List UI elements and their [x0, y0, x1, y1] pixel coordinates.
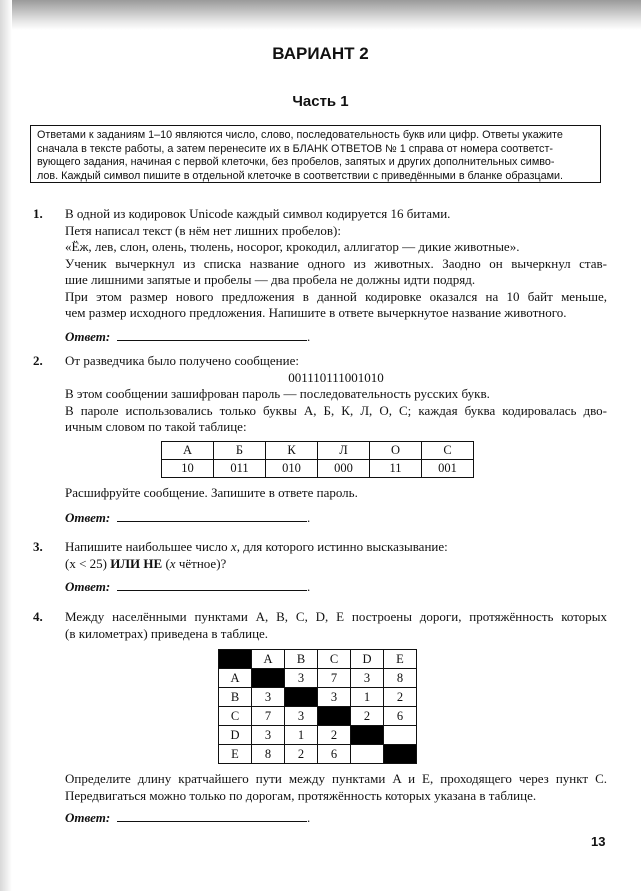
answer-label: Ответ: — [65, 328, 111, 344]
task-text-line: В этом сообщении зашифрован пароль — последовательность русских букв. — [65, 386, 490, 401]
distance-cell: 6 — [318, 745, 351, 764]
distance-cell: 2 — [351, 707, 384, 726]
distance-cell: 8 — [252, 745, 285, 764]
logic-operator: ИЛИ НЕ — [110, 555, 163, 571]
task-text-line — [65, 556, 607, 573]
diagonal-cell — [384, 745, 417, 764]
variant-title: ВАРИАНТ 2 — [272, 44, 369, 63]
task-body-after-table — [65, 485, 607, 526]
answer-row — [65, 510, 607, 526]
answer-field[interactable] — [117, 579, 307, 591]
instructions-line: лов. Каждый символ пишите в отдельной клеточке в соответствии с приведёнными в бланке образцами. — [37, 169, 564, 182]
answer-field[interactable] — [117, 329, 307, 341]
distance-cell: 3 — [351, 669, 384, 688]
instructions-line: Ответами к заданиям 1–10 являются число, слово, последовательность букв или цифр. Ответы укажите — [37, 129, 563, 141]
distance-row — [219, 707, 417, 726]
distance-cell: 3 — [285, 669, 318, 688]
answer-dot: . — [307, 509, 311, 525]
task-text-line: При этом размер нового предложения в данной кодировке оказался на 10 байт меньше, — [65, 288, 607, 304]
text-fragment: Напишите наибольшее число — [65, 539, 231, 554]
distance-cell: 2 — [318, 726, 351, 745]
distance-cell: 3 — [252, 726, 285, 745]
distance-cell: 1 — [351, 688, 384, 707]
distance-row — [219, 669, 417, 688]
task-number: 3. — [33, 539, 43, 554]
code-table — [161, 441, 474, 478]
task-text-line — [65, 539, 607, 556]
letter-cell: С — [422, 442, 474, 460]
task-text-line: Ученик вычеркнул из списка название одного из животных. Заодно он вычеркнул став- — [65, 255, 607, 271]
row-header: E — [219, 745, 252, 764]
diagonal-cell — [351, 726, 384, 745]
distance-cell: 3 — [252, 688, 285, 707]
answer-dot: . — [307, 328, 311, 344]
letter-cell: Б — [214, 442, 266, 460]
encoded-message: 001110111001010 — [288, 369, 384, 385]
row-header: B — [219, 688, 252, 707]
task-text-line: шие лишними запятые и пробелы — два пробела не должны идти подряд. — [65, 272, 476, 287]
text-fragment: , для которого истинно высказывание: — [236, 539, 448, 554]
column-header: E — [384, 650, 417, 669]
task-text-line: Между населёнными пунктами A, B, C, D, E построены дороги, протяжённость которых — [65, 609, 607, 624]
code-cell: 10 — [162, 460, 214, 478]
distance-cell — [351, 745, 384, 764]
page-number: 13 — [591, 834, 606, 849]
task-body-after-table — [65, 771, 607, 826]
distance-cell: 2 — [384, 688, 417, 707]
answer-dot: . — [307, 810, 311, 825]
row-header: A — [219, 669, 252, 688]
answer-label: Ответ: — [65, 509, 111, 525]
task-text-line: В одной из кодировок Unicode каждый символ кодируется 16 битами. — [65, 206, 451, 221]
code-table-codes — [162, 460, 474, 478]
top-shadow — [0, 0, 641, 30]
task-body — [65, 353, 607, 436]
corner-cell — [219, 650, 252, 669]
column-header: B — [285, 650, 318, 669]
distance-row — [219, 745, 417, 764]
task-text-line: (в километрах) приведена в таблице. — [65, 625, 269, 641]
distance-cell: 1 — [285, 726, 318, 745]
instructions-line: сначала в тексте работы, а затем перенесите их в БЛАНК ОТВЕТОВ № 1 справа от номера соответст- — [37, 142, 553, 155]
code-table-letters — [162, 442, 474, 460]
distance-row — [219, 726, 417, 745]
part-title: Часть 1 — [292, 93, 349, 110]
instructions-line: вующего задания, начиная с первой клеточки, без пробелов, запятых и других дополнительных симво- — [37, 156, 555, 169]
task-text-line: В пароле использовались только буквы А, Б, К, Л, О, С; каждая буква кодировалась дво- — [65, 402, 607, 418]
task-text-line: Определите длину кратчайшего пути между пунктами A и E, проходящего через пункт C. — [65, 771, 607, 786]
distance-cell: 2 — [285, 745, 318, 764]
variable-x: x — [230, 539, 237, 554]
answer-field[interactable] — [117, 510, 307, 522]
distance-cell: 7 — [252, 707, 285, 726]
task-number: 1. — [33, 206, 43, 221]
task-text-line: От разведчика было получено сообщение: — [65, 353, 299, 368]
distance-cell: 3 — [285, 707, 318, 726]
task-text-line: Петя написал текст (в нём нет лишних пробелов): — [65, 222, 341, 238]
answer-row — [65, 810, 607, 826]
answer-label: Ответ: — [65, 579, 111, 594]
diagonal-cell — [285, 688, 318, 707]
row-header: C — [219, 707, 252, 726]
answer-label: Ответ: — [65, 810, 111, 825]
task-number: 2. — [33, 353, 43, 368]
code-cell: 001 — [422, 460, 474, 478]
column-header: A — [252, 650, 285, 669]
instructions-box — [30, 125, 601, 183]
letter-cell: О — [370, 442, 422, 460]
diagonal-cell — [318, 707, 351, 726]
task-text-line: чем размер исходного предложения. Напишите в ответе вычеркнутое название животного. — [65, 305, 567, 320]
text-fragment: (x < 25) — [65, 555, 111, 571]
distance-row — [219, 688, 417, 707]
task-body — [65, 539, 607, 595]
distance-table — [218, 649, 417, 764]
task-text-line: «Ёж, лев, слон, олень, тюлень, носорог, крокодил, аллигатор — дикие животные». — [65, 239, 520, 254]
code-cell: 010 — [266, 460, 318, 478]
answer-field[interactable] — [117, 810, 307, 822]
distance-cell: 3 — [318, 688, 351, 707]
diagonal-cell — [252, 669, 285, 688]
distance-cell — [384, 726, 417, 745]
task-body — [65, 206, 607, 345]
letter-cell: К — [266, 442, 318, 460]
column-header: C — [318, 650, 351, 669]
left-shadow — [0, 0, 12, 891]
distance-cell: 6 — [384, 707, 417, 726]
distance-cell: 8 — [384, 669, 417, 688]
answer-row — [65, 579, 607, 595]
task-body — [65, 609, 607, 642]
code-cell: 000 — [318, 460, 370, 478]
code-cell: 011 — [214, 460, 266, 478]
task-number: 4. — [33, 609, 43, 624]
text-fragment: ( — [162, 555, 170, 571]
letter-cell: Л — [318, 442, 370, 460]
distance-cell: 7 — [318, 669, 351, 688]
distance-header-row — [219, 650, 417, 669]
task-text-line: Передвигаться можно только по дорогам, протяжённость которых указана в таблице. — [65, 787, 537, 803]
code-cell: 11 — [370, 460, 422, 478]
row-header: D — [219, 726, 252, 745]
task-text-line: ичным словом по такой таблице: — [65, 419, 247, 434]
letter-cell: А — [162, 442, 214, 460]
variable-x: x — [169, 555, 176, 571]
answer-row — [65, 329, 607, 345]
task-text-line: Расшифруйте сообщение. Запишите в ответе пароль. — [65, 485, 358, 500]
column-header: D — [351, 650, 384, 669]
answer-dot: . — [307, 579, 311, 594]
text-fragment: чётное)? — [175, 555, 227, 571]
